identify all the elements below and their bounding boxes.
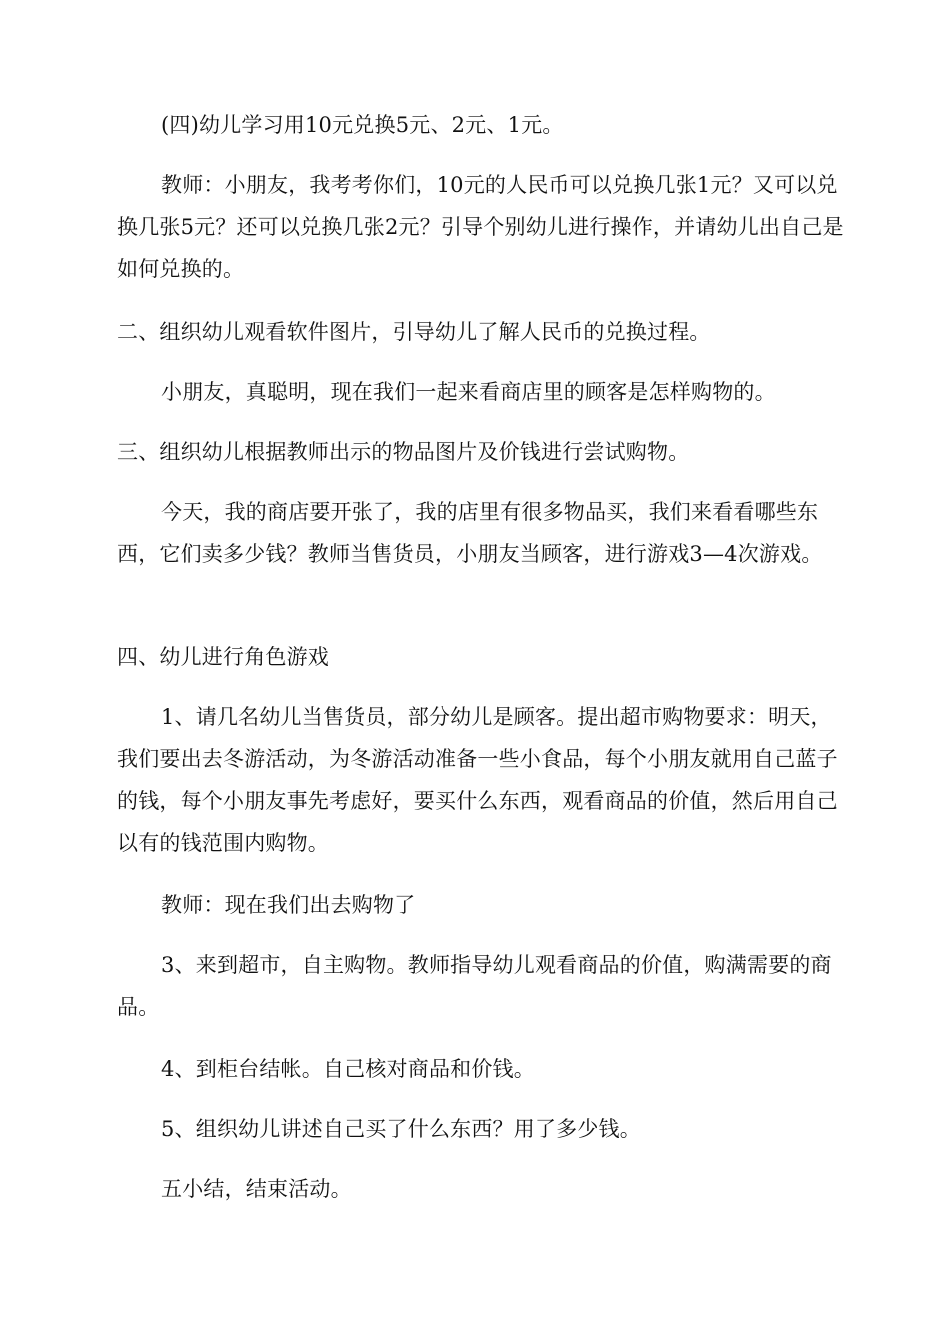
paragraph-store-customers: 小朋友，真聪明，现在我们一起来看商店里的顾客是怎样购物的。 — [161, 380, 776, 404]
paragraph-section-three: 三、组织幼儿根据教师出示的物品图片及价钱进行尝试购物。 — [117, 440, 690, 464]
paragraph-section-four: 四、幼儿进行角色游戏 — [117, 645, 329, 669]
paragraph-step-3: 3、来到超市，自主购物。教师指导幼儿观看商品的价值，购满需要的商品。 — [117, 953, 832, 1019]
paragraph-store-opening: 今天，我的商店要开张了，我的店里有很多物品买，我们来看看哪些东西，它们卖多少钱？教师当售货员，小朋友当顾客，进行游戏3—4次游戏。 — [117, 500, 823, 566]
paragraph-section-two: 二、组织幼儿观看软件图片，引导幼儿了解人民币的兑换过程。 — [117, 320, 711, 344]
paragraph-step-5: 5、组织幼儿讲述自己买了什么东西？用了多少钱。 — [161, 1117, 641, 1141]
paragraph-teacher-shopping: 教师：现在我们出去购物了 — [161, 893, 416, 917]
paragraph-section-five: 五小结，结束活动。 — [161, 1177, 352, 1201]
paragraph-step-4: 4、到柜台结帐。自己核对商品和价钱。 — [161, 1057, 535, 1081]
paragraph-exchange-heading: (四)幼儿学习用10元兑换5元、2元、1元。 — [161, 113, 564, 137]
paragraph-teacher-question: 教师：小朋友，我考考你们，10元的人民币可以兑换几张1元？又可以兑换几张5元？还可以兑换几张2元？引导个别幼儿进行操作，并请幼儿出自己是如何兑换的。 — [117, 173, 844, 281]
paragraph-role-play-step-1: 1、请几名幼儿当售货员，部分幼儿是顾客。提出超市购物要求：明天，我们要出去冬游活动，为冬游活动准备一些小食品，每个小朋友就用自己蓝子的钱，每个小朋友事先考虑好，要买什么东西，观看商品的价值，然后用自己以有的钱范围内购物。 — [117, 705, 838, 855]
